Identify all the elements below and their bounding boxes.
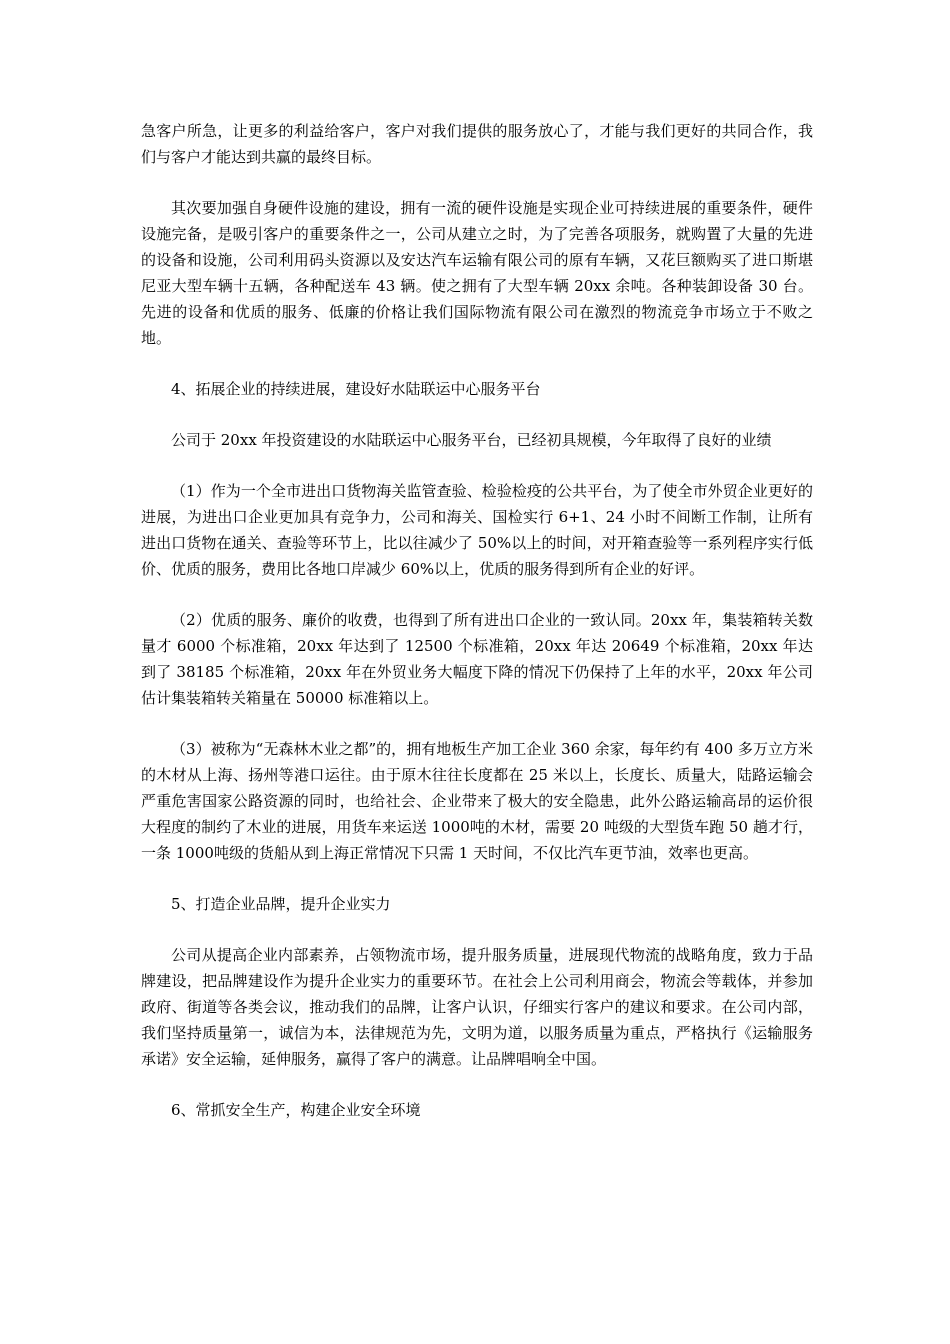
section-heading-5: 5、打造企业品牌，提升企业实力 <box>171 895 391 913</box>
paragraph-continuation: 急客户所急，让更多的利益给客户，客户对我们提供的服务放心了，才能与我们更好的共同合作，我们与客户才能达到共赢的最终目标。 <box>141 122 813 166</box>
section-heading-4: 4、拓展企业的持续进展，建设好水陆联运中心服务平台 <box>171 380 541 398</box>
paragraph-hardware-facilities: 其次要加强自身硬件设施的建设，拥有一流的硬件设施是实现企业可持续进展的重要条件，硬件设施完备，是吸引客户的重要条件之一，公司从建立之时，为了完善各项服务，就购置了大量的先进的设备和设施，公司利用码头资源以及安达汽车运输有限公司的原有车辆，又花巨额购买了进口斯堪尼亚大型车辆十五辆，各种配送车 43 辆。使之拥有了大型车辆 20xx 余吨。各种装卸设备 30 台。先进的设备和优质的服务、低廉的价格让我们国际物流有限公司在激烈的物流竞争市场立于不败之地。 <box>141 199 813 347</box>
paragraph-item-3: （3）被称为“无森林木业之都”的，拥有地板生产加工企业 360 余家，每年约有 400 多万立方米的木材从上海、扬州等港口运往。由于原木往往长度都在 25 米以上，长度长、质量大，陆路运输会严重危害国家公路资源的同时，也给社会、企业带来了极大的安全隐患，此外公路运输高昂的运价很大程度的制约了木业的进展，用货车来运送 1000吨的木材，需要 20 吨级的大型货车跑 50 趟才行，一条 1000吨级的货船从到上海正常情况下只需 1 天时间，不仅比汽车更节油，效率也更高。 <box>141 740 813 862</box>
document-body <box>141 118 813 1148</box>
section-heading-6: 6、常抓安全生产，构建企业安全环境 <box>171 1101 421 1119</box>
paragraph-item-1: （1）作为一个全市进出口货物海关监管查验、检验检疫的公共平台，为了使全市外贸企业更好的进展，为进出口企业更加具有竞争力，公司和海关、国检实行 6+1、24 小时不间断工作制，让所有进出口货物在通关、查验等环节上，比以往减少了 50%以上的时间，对开箱查验等一系列程序实行低价、优质的服务，费用比各地口岸减少 60%以上，优质的服务得到所有企业的好评。 <box>141 482 813 578</box>
paragraph-item-2: （2）优质的服务、廉价的收费，也得到了所有进出口企业的一致认同。20xx 年，集装箱转关数量才 6000 个标准箱，20xx 年达到了 12500 个标准箱，20xx 年达 20649 个标准箱，20xx 年达到了 38185 个标准箱，20xx 年在外贸业务大幅度下降的情况下仍保持了上年的水平，20xx 年公司估计集装箱转关箱量在 50000 标准箱以上。 <box>141 611 813 707</box>
paragraph-platform-intro: 公司于 20xx 年投资建设的水陆联运中心服务平台，已经初具规模，今年取得了良好的业绩 <box>171 431 772 449</box>
paragraph-brand-building: 公司从提高企业内部素养，占领物流市场，提升服务质量，进展现代物流的战略角度，致力于品牌建设，把品牌建设作为提升企业实力的重要环节。在社会上公司利用商会，物流会等载体，并参加政府、街道等各类会议，推动我们的品牌，让客户认识，仔细实行客户的建议和要求。在公司内部，我们坚持质量第一，诚信为本，法律规范为先，文明为道，以服务质量为重点，严格执行《运输服务承诺》安全运输，延伸服务，赢得了客户的满意。让品牌唱响全中国。 <box>141 946 813 1068</box>
